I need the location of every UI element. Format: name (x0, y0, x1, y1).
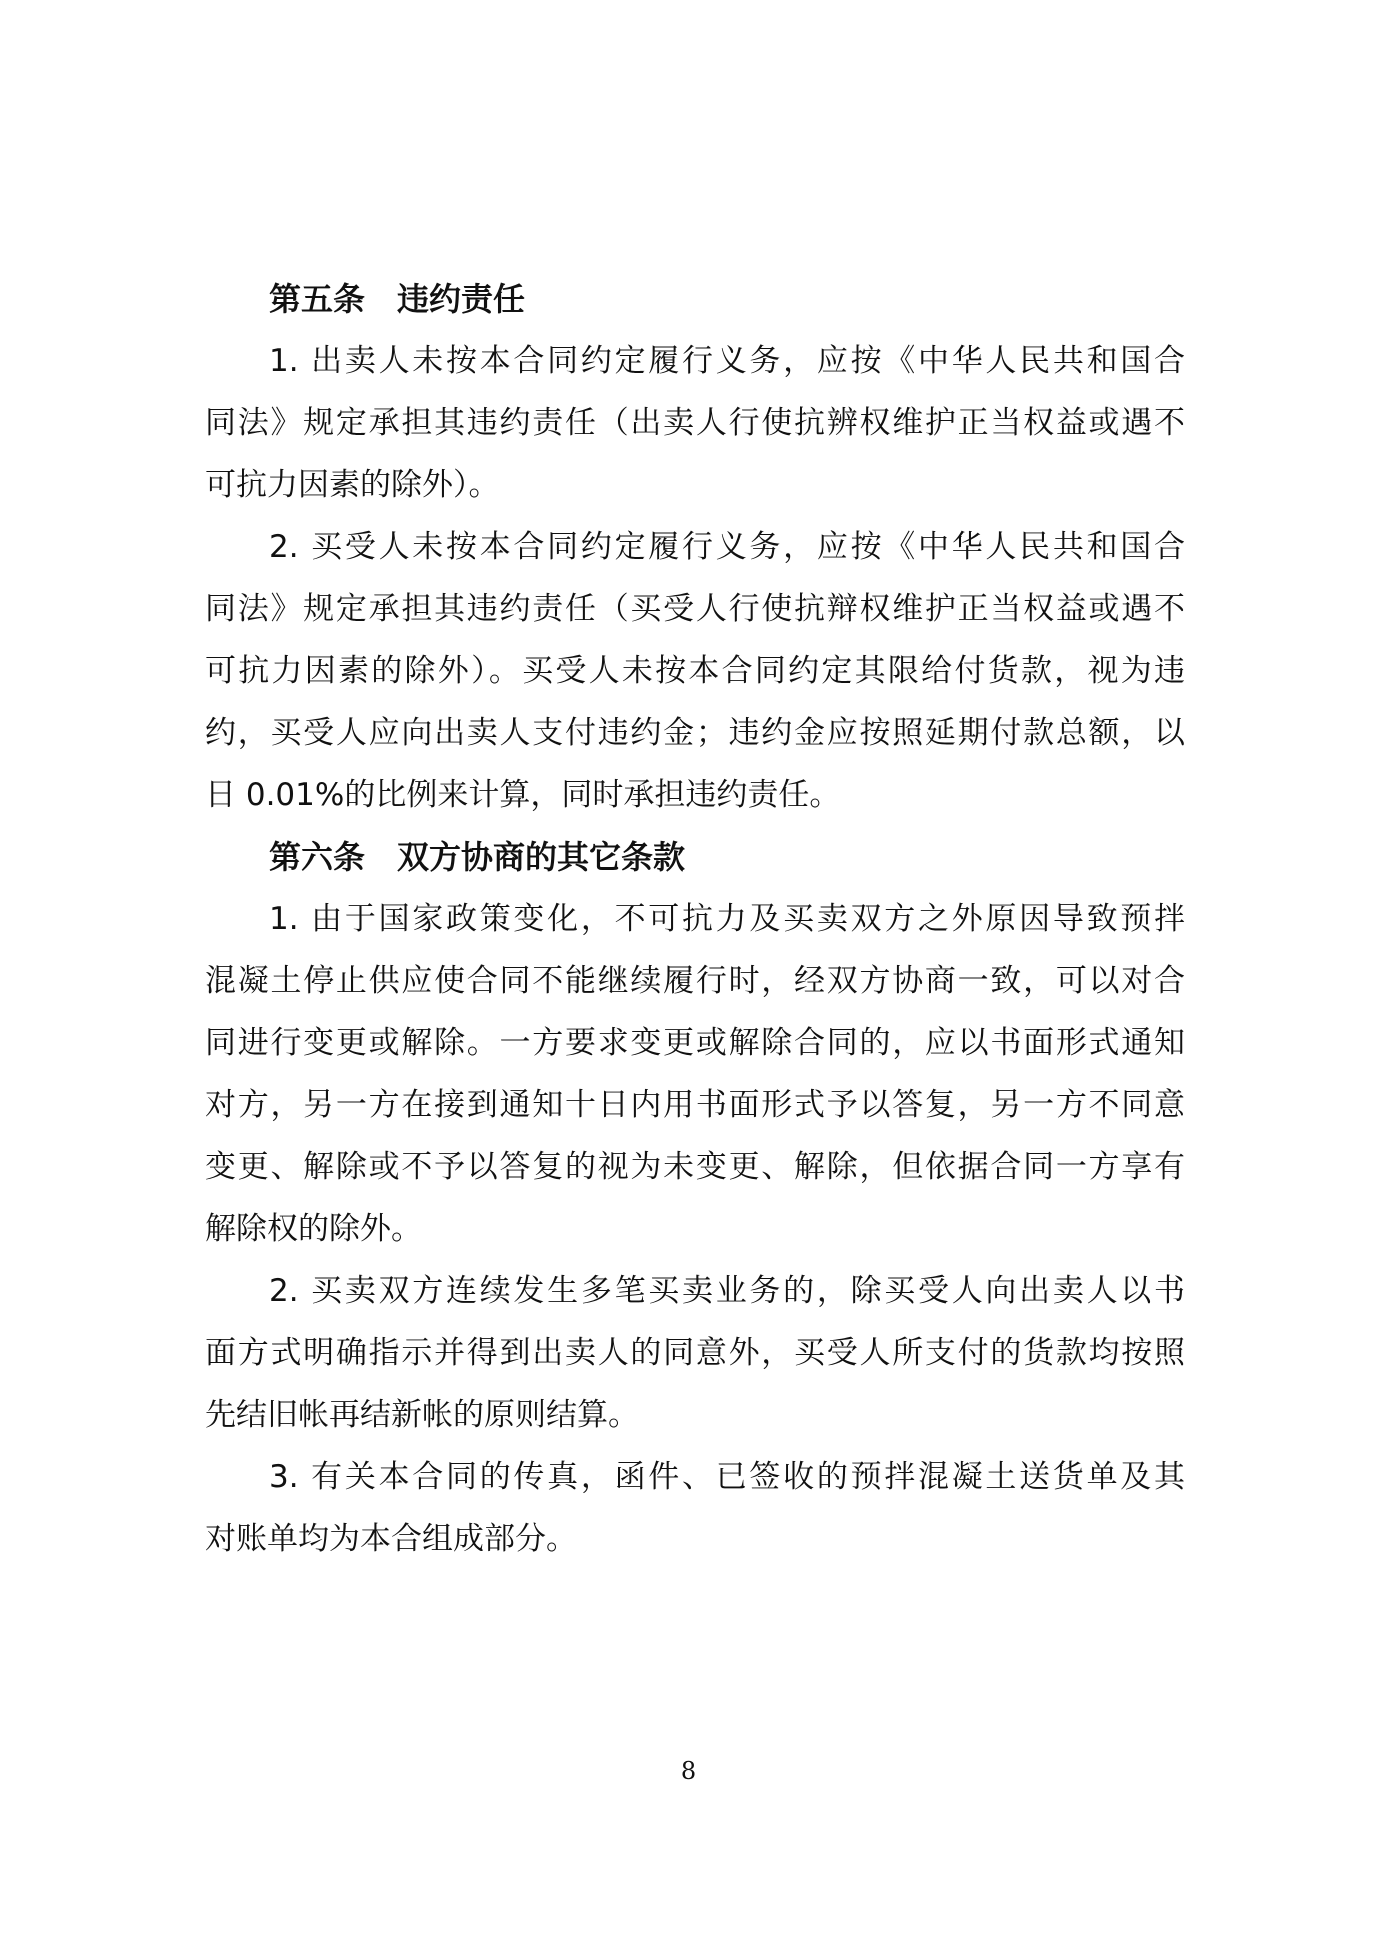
article-6-number: 第六条 (269, 838, 366, 876)
text-line: 2. 买卖双方连续发生多笔买卖业务的，除买受人向出卖人以书 (269, 1273, 1185, 1309)
article-5-clause-2 (205, 516, 1185, 826)
text-line: 对方，另一方在接到通知十日内用书面形式予以答复，另一方不同意 (205, 1087, 1185, 1123)
article-5-clause-1 (205, 330, 1185, 516)
article-5-number: 第五条 (269, 280, 366, 318)
article-6-clause-3 (205, 1446, 1185, 1570)
text-line: 混凝土停止供应使合同不能继续履行时，经双方协商一致，可以对合 (205, 963, 1185, 999)
text-line: 对账单均为本合组成部分。 (205, 1521, 577, 1557)
document-page (205, 268, 1185, 1570)
text-line: 1. 出卖人未按本合同约定履行义务，应按《中华人民共和国合 (269, 343, 1185, 379)
page-number: 8 (680, 1757, 697, 1785)
article-5-title: 违约责任 (397, 280, 526, 318)
text-line: 2. 买受人未按本合同约定履行义务，应按《中华人民共和国合 (269, 529, 1185, 565)
article-6-title: 双方协商的其它条款 (397, 838, 686, 876)
text-line: 同进行变更或解除。一方要求变更或解除合同的，应以书面形式通知 (205, 1025, 1185, 1061)
text-line: 同法》规定承担其违约责任（出卖人行使抗辨权维护正当权益或遇不 (205, 405, 1185, 441)
text-line: 1. 由于国家政策变化，不可抗力及买卖双方之外原因导致预拌 (269, 901, 1185, 937)
text-line: 3. 有关本合同的传真，函件、已签收的预拌混凝土送货单及其 (269, 1459, 1185, 1495)
article-6-heading (205, 826, 1185, 888)
text-line: 解除权的除外。 (205, 1211, 422, 1247)
article-5-heading (205, 268, 1185, 330)
text-line: 约，买受人应向出卖人支付违约金；违约金应按照延期付款总额，以 (205, 715, 1185, 751)
text-line: 同法》规定承担其违约责任（买受人行使抗辩权维护正当权益或遇不 (205, 591, 1185, 627)
article-5 (205, 268, 1185, 826)
text-line: 日 0.01%的比例来计算，同时承担违约责任。 (205, 777, 841, 813)
article-6-clause-1 (205, 888, 1185, 1260)
article-6-clause-2 (205, 1260, 1185, 1446)
text-line: 可抗力因素的除外）。 (205, 467, 500, 503)
article-6 (205, 826, 1185, 1570)
text-line: 先结旧帐再结新帐的原则结算。 (205, 1397, 639, 1433)
text-line: 可抗力因素的除外）。买受人未按本合同约定其限给付货款，视为违 (205, 653, 1185, 689)
text-line: 变更、解除或不予以答复的视为未变更、解除，但依据合同一方享有 (205, 1149, 1185, 1185)
text-line: 面方式明确指示并得到出卖人的同意外，买受人所支付的货款均按照 (205, 1335, 1185, 1371)
